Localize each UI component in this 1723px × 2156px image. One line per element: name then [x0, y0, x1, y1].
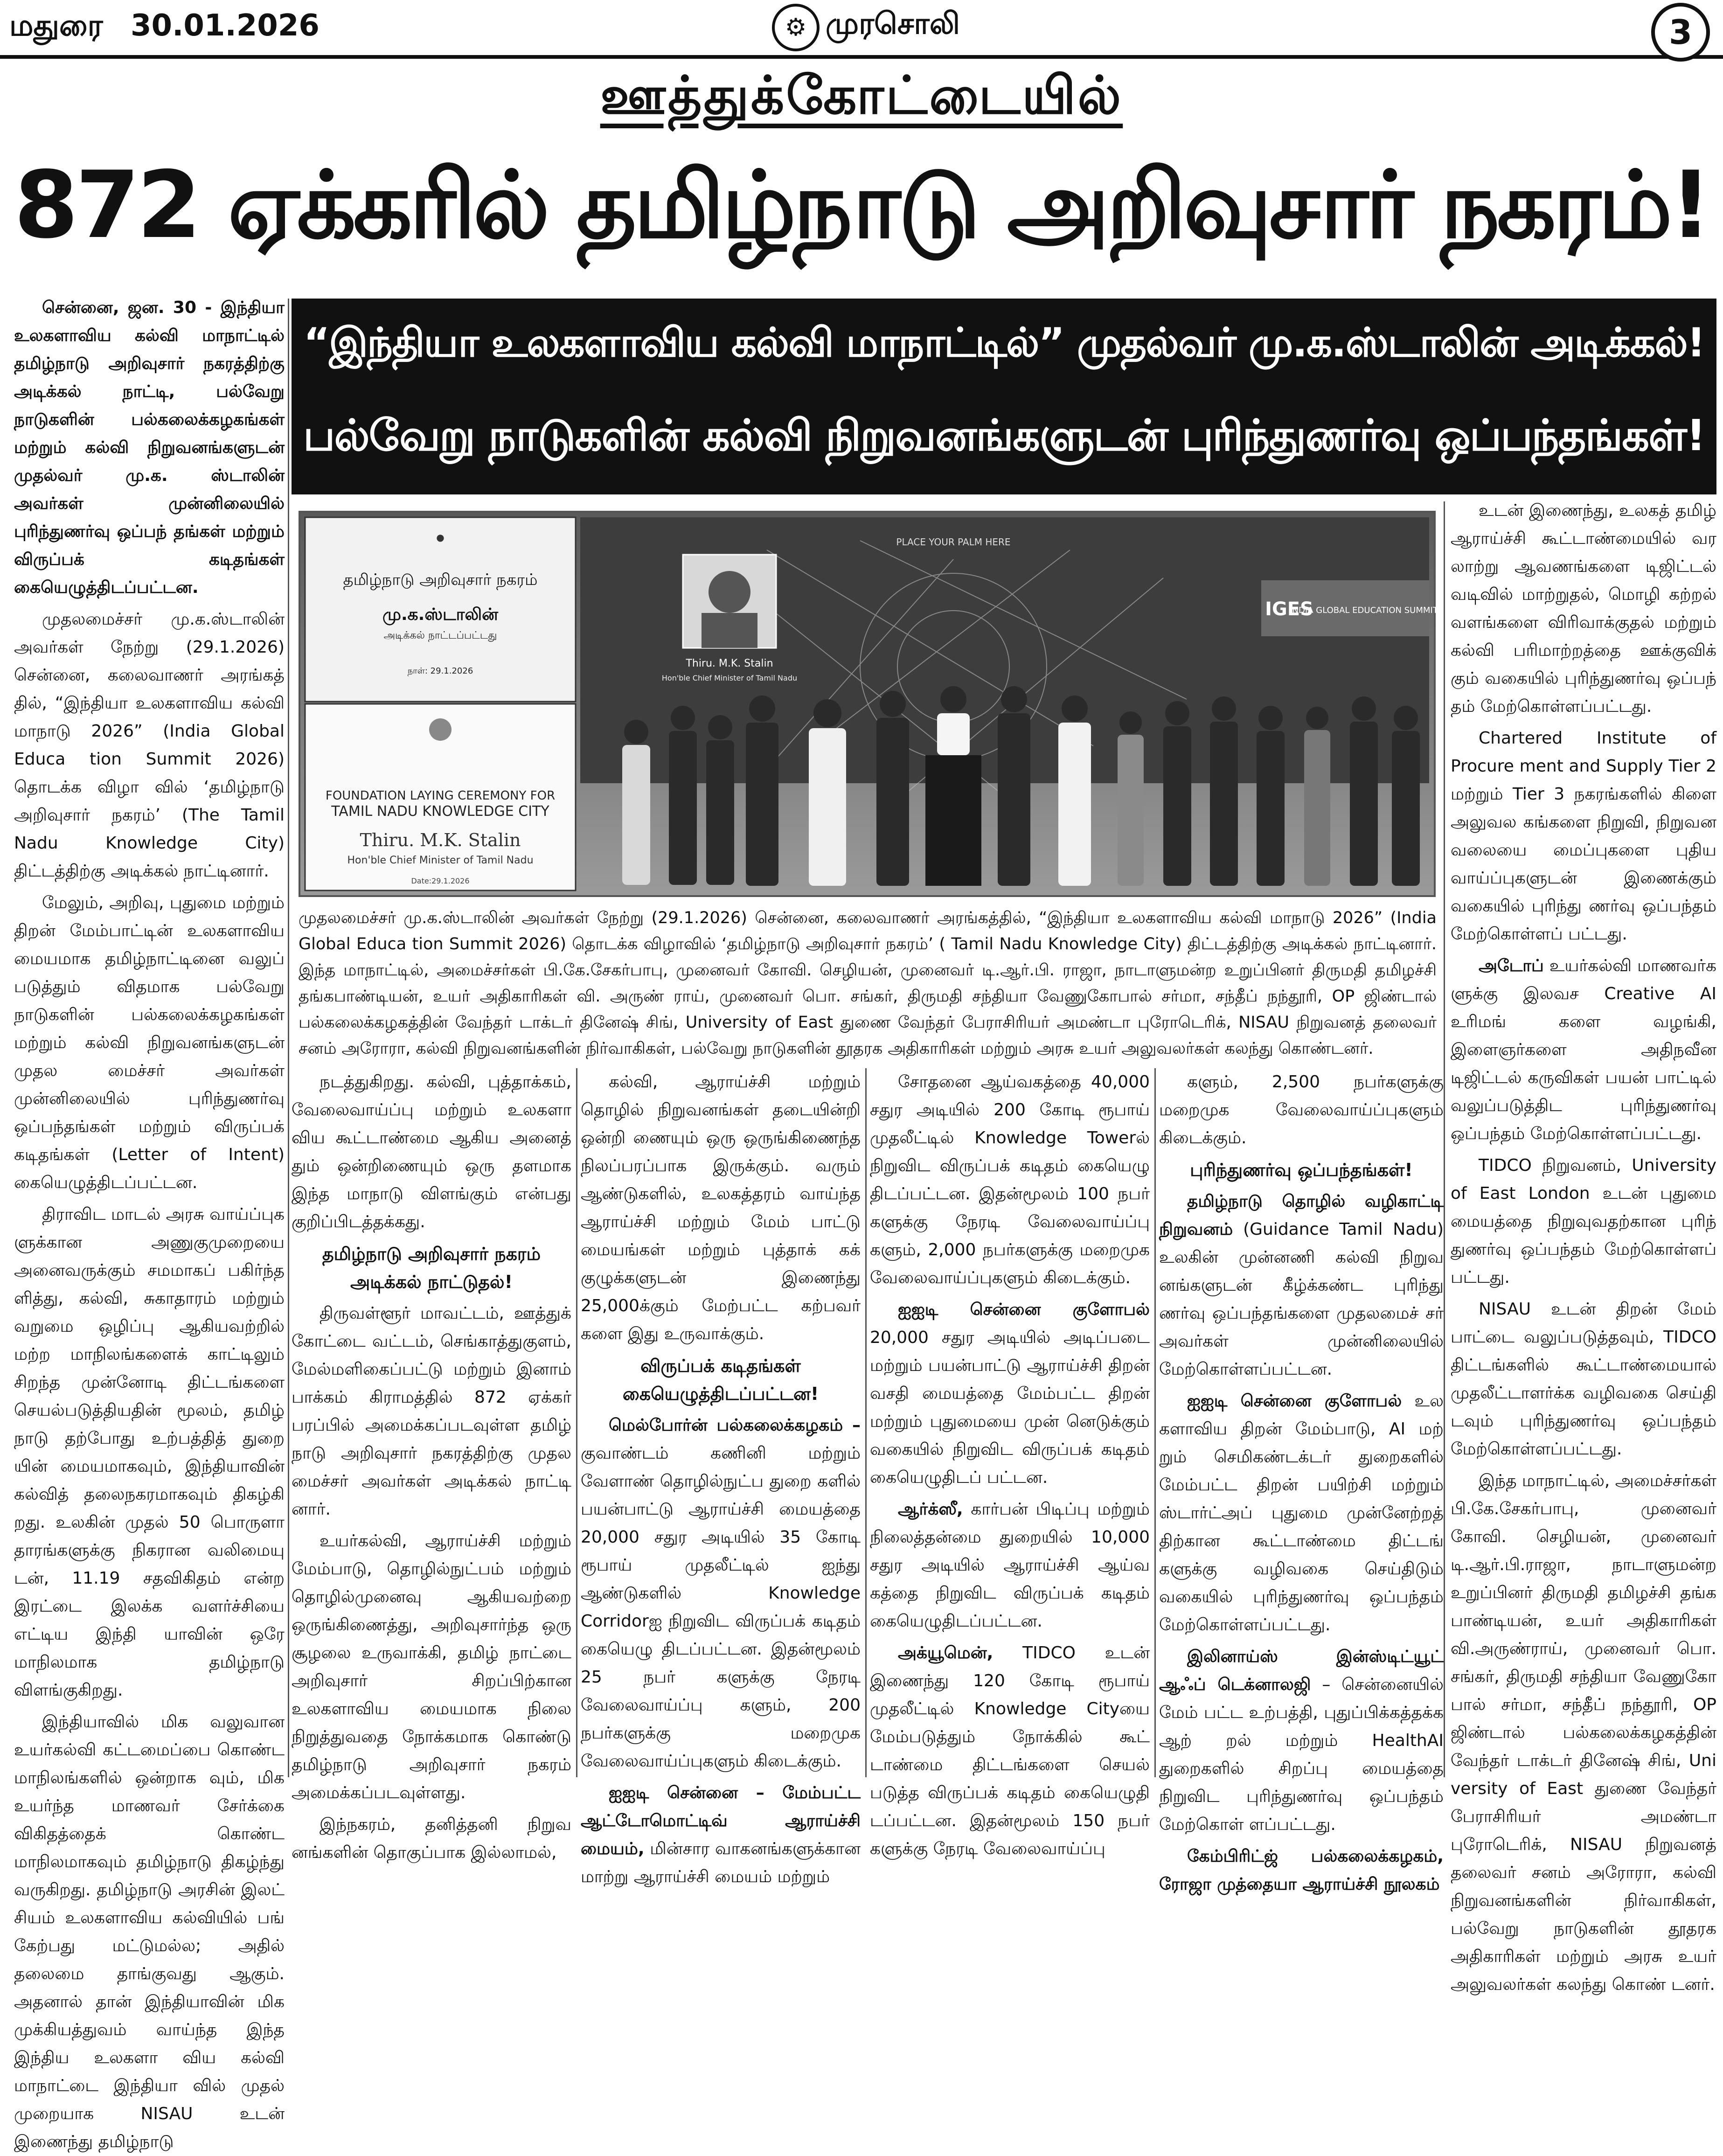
header-rule — [0, 55, 1723, 59]
event-photo — [299, 511, 1436, 897]
banner-line-2: பல்வேறு நாடுகளின் கல்வி நிறுவனங்களுடன் புரிந்துணர்வு ஒப்பந்தங்கள்! — [303, 410, 1705, 460]
paragraph: சோதனை ஆய்வகத்தை 40,000 சதுர அடியில் 200 கோடி ரூபாய் முதலீட்டில் Knowledge Towerல் நிறுவிட விருப்பக் கடிதம் கையெழு திடப்பட்டன. இதன்மூலம் 100 நபர் களுக்கு நேரடி வேலைவாய்ப்பு களும், 2,000 நபர்களுக்கு மறைமுக வேலைவாய்ப்புகளும் கிடைக்கும். — [870, 1072, 1150, 1287]
board-date: Date:29.1.2026 — [411, 876, 470, 885]
paragraph: மேலும், அறிவு, புதுமை மற்றும் திறன் மேம்பாட்டின் உலகளாவிய மையமாக தமிழ்நாட்டினை வலுப் படுத்தும் விதமாக பல்வேறு நாடுகளின் பல்கலைக்கழகங்கள் மற்றும் கல்வி நிறுவனங்களுடன் முதல மைச்சர் அவர்கள் முன்னிலையில் புரிந்துணர்வு ஒப்பந்தங்கள் மற்றும் விருப்பக் கடிதங்கள் (Letter of Intent) கையெழுத்திடப்பட்டன. — [14, 893, 285, 1192]
organisation-name: அடோப் — [1479, 956, 1544, 975]
lectern — [925, 755, 981, 886]
edition-date: 30.01.2026 — [131, 8, 320, 43]
plaque-name: மு.க.ஸ்டாலின் — [382, 605, 499, 624]
paragraph — [870, 1639, 1150, 1863]
paragraph — [1159, 1643, 1444, 1839]
screen-role: Hon'ble Chief Minister of Tamil Nadu — [661, 674, 798, 682]
board-line-1: FOUNDATION LAYING CEREMONY FOR — [325, 789, 556, 803]
paragraph — [1159, 1387, 1444, 1639]
paragraph: முதலமைச்சர் மு.க.ஸ்டாலின் அவர்கள் நேற்று (29.1.2026) சென்னை, கலைவாணர் அரங்கத் தில், “இந்தியா உலகளாவிய கல்வி மாநாடு 2026” (India Global Educa tion Summit 2026) தொடக்க விழா வில் ‘தமிழ்நாடு அறிவுசார் நகரம்’ (The Tamil Nadu Knowledge City) திட்டத்திற்கு அடிக்கல் நாட்டினார். — [14, 610, 285, 881]
subheadline-banner — [292, 299, 1716, 494]
paragraph: திருவள்ளூர் மாவட்டம், ஊத்துக் கோட்டை வட்டம், செங்காத்துகுளம், மேல்மளிகைப்பட்டு மற்றும் இனாம் பாக்கம் கிராமத்தில் 872 ஏக்கர் பரப்பில் அமைக்கப்படவுள்ள தமிழ் நாடு அறிவுசார் நகரத்திற்கு முதல மைச்சர் அவர்கள் அடிக்கல் நாட்டி னார். — [292, 1304, 571, 1519]
organisation-name: தமிழ்நாடு தொழில் வழிகாட்டி நிறுவனம் — [1159, 1192, 1444, 1239]
paragraph: இந்த மாநாட்டில், அமைச்சர்கள் பி.கே.சேகர்பாபு, முனைவர் கோவி. செழியன், முனைவர் டி.ஆர்.பி.ராஜா, நாடாளுமன்ற உறுப்பினர் திருமதி தமிழச்சி தங்க பாண்டியன், உயர் அதிகாரிகள் வி.அருண்ராய், முனைவர் பொ. சங்கர், திருமதி சந்தியா வேணுகோ பால் சர்மா, சந்தீப் நந்தூரி, OP ஜிண்டால் பல்கலைக்கழகத்தின் வேந்தர் டாக்டர் தினேஷ் சிங், Uni versity of East துணை வேந்தர் பேராசிரியர் அமண்டா புரோடெரிக், NISAU நிறுவனத் தலைவர் சனம் அரோரா, கல்வி நிறுவனங்களின் நிர்வாகிகள், பல்வேறு நாடுகளின் தூதரக அதிகாரிகள் மற்றும் அரசு உயர் அலுவலர்கள் கலந்து கொண் டனர். — [1451, 1471, 1716, 1994]
article-column-a — [292, 1068, 571, 1862]
organisation-name: மெல்போர்ன் பல்கலைக்கழகம் – — [609, 1416, 861, 1435]
paragraph-text: – சென்னையில் மேம் பட்ட உற்பத்தி, புதுப்பிக்கத்தக்க ஆற் றல் மற்றும் HealthAI துறைகளில் சிறப்பு மையத்தை நிறுவிட புரிந்துணர்வு ஒப்பந்தம் மேற்கொள் ளப்பட்டது. — [1159, 1675, 1444, 1834]
paragraph-text: குவாண்டம் கணினி மற்றும் வேளாண் தொழில்நுட்ப துறை களில் பயன்பாட்டு ஆராய்ச்சி மையத்தை 20,000 சதுர அடியில் 35 கோடி ரூபாய் முதலீட்டில் ஐந்து ஆண்டுகளில் Knowledge Corridorஐ நிறுவிட விருப்பக் கடிதம் கையெழு திடப்பட்டன. இதன்மூலம் 25 நபர் களுக்கு நேரடி வேலைவாய்ப்பு களும், 200 நபர்களுக்கு மறைமுக வேலைவாய்ப்புகளும் கிடைக்கும். — [581, 1444, 861, 1771]
paragraph — [581, 1412, 861, 1775]
board-name: Thiru. M.K. Stalin — [360, 830, 521, 850]
column-divider — [1444, 501, 1445, 1777]
paragraph: திராவிட மாடல் அரசு வாய்ப்புக ளுக்கான அணுகுமுறையை அனைவருக்கும் சமமாகப் பகிர்ந்த ளித்து, கல்வி, சுகாதாரம் மற்றும் வறுமை ஒழிப்பு ஆகியவற்றில் மற்ற மாநிலங்களைக் காட்டிலும் சிறந்த முன்னோடி திட்டங்களை செயல்படுத்தியதின் மூலம், தமிழ் நாடு தற்போது உற்பத்தித் துறை யின் மையமாகவும், இந்தியாவின் கல்வித் தலைநகரமாகவும் திகழ்கி றது. உலகின் முதல் 50 பொருளா தாரங்களுக்கு நிகரான வலிமையு டன், 11.19 சதவிகிதம் என்ற இரட்டை இலக்க வளர்ச்சியை எட்டிய இந்தி யாவின் ஒரே மாநிலமாக தமிழ்நாடு விளங்குகிறது. — [14, 1205, 285, 1700]
paragraph — [870, 1296, 1150, 1492]
paragraph — [1451, 952, 1716, 1148]
paragraph-text: 20,000 சதுர அடியில் அடிப்படை மற்றும் பயன்பாட்டு ஆராய்ச்சி திறன் வசதி மையத்தை மேம்பட்ட திறன் மற்றும் புதுமையை முன் னெடுக்கும் வகையில் நிறுவிட விருப்பக் கடிதம் கையெழுதிடப் பட்டன. — [870, 1328, 1150, 1487]
kicker-heading: ஊத்துக்கோட்டையில் — [600, 65, 1123, 126]
paragraph: இந்தியாவில் மிக வலுவான உயர்கல்வி கட்டமைப்பை கொண்ட மாநிலங்களில் ஒன்றாக வும், மிக உயர்ந்த மாணவர் சேர்க்கை விகிதத்தைக் கொண்ட மாநிலமாகவும் தமிழ்நாடு திகழ்ந்து வருகிறது. தமிழ்நாடு அரசின் இலட் சியம் உலகளாவிய கல்வியில் பங் கேற்பது மட்டுமல்ல; அதில் தலைமை தாங்குவது ஆகும். அதனால் தான் இந்தியாவின் மிக முக்கியத்துவம் வாய்ந்த இந்த இந்திய உலகளா விய கல்வி மாநாட்டை இந்தியா வில் முதல் முறையாக NISAU உடன் இணைந்து தமிழ்நாடு — [14, 1712, 285, 2151]
article-column-b — [581, 1068, 861, 1886]
board-line-2: TAMIL NADU KNOWLEDGE CITY — [331, 803, 549, 820]
organisation-name: ஐஐடி சென்னை குளோபல் — [1187, 1391, 1402, 1411]
paragraph: உயர்கல்வி, ஆராய்ச்சி மற்றும் மேம்பாடு, தொழில்நுட்பம் மற்றும் தொழில்முனைவு ஆகியவற்றை ஒருங்கிணைத்து, அறிவுசார்ந்த ஒரு சூழலை உருவாக்கி, தமிழ் நாட்டை அறிவுசார் சிறப்பிற்கான உலகளாவிய மையமாக நிலை நிறுத்துவதை நோக்கமாக கொண்டு தமிழ்நாடு அறிவுசார் நகரம் அமைக்கப்படவுள்ளது. — [292, 1531, 571, 1802]
edition-place: மதுரை — [9, 8, 103, 43]
article-column-d — [1159, 1068, 1444, 1894]
column-divider — [288, 299, 289, 1777]
paragraph — [870, 1495, 1150, 1635]
iges-logo: IGES — [1265, 598, 1313, 620]
organisation-name: ஆர்க்ஸீ, — [898, 1500, 963, 1519]
paragraph: களும், 2,500 நபர்களுக்கு மறைமுக வேலைவாய்ப்புகளும் கிடைக்கும். — [1159, 1072, 1444, 1148]
photo-caption: முதலமைச்சர் மு.க.ஸ்டாலின் அவர்கள் நேற்று (29.1.2026) சென்னை, கலைவாணர் அரங்கத்தில், “இந்தியா உலகளாவிய கல்வி மாநாடு 2026” (India Global Educa tion Summit 2026) தொடக்க விழாவில் ‘தமிழ்நாடு அறிவுசார் நகரம்’ ( Tamil Nadu Knowledge City) திட்டத்திற்கு அடிக்கல் நாட்டினார். இந்த மாநாட்டில், அமைச்சர்கள் பி.கே.சேகர்பாபு, முனைவர் கோவி. செழியன், முனைவர் டி.ஆர்.பி. ராஜா, நாடாளுமன்ற உறுப்பினர் திருமதி தமிழச்சி தங்கபாண்டியன், உயர் அதிகாரிகள் வி. அருண் ராய், முனைவர் பொ. சங்கர், திருமதி சந்தியா வேணுகோபால் சர்மா, சந்தீப் நந்தூரி, OP ஜிண்டால் பல்கலைக்கழகத்தின் வேந்தர் டாக்டர் தினேஷ் சிங், University of East துணை வேந்தர் பேராசிரியர் அமண்டா புரோடெரிக், NISAU நிறுவனத் தலைவர் சனம் அரோரா, கல்வி நிறுவனங்களின் நிர்வாகிகள், பல்வேறு நாடுகளின் தூதரக அதிகாரிகள் மற்றும் அரசு உயர் அலுவலர்கள் கலந்து கொண்டனர். — [299, 909, 1437, 1058]
event-photo-illustration — [300, 513, 1438, 895]
paragraph — [581, 1779, 861, 1891]
article-column-right — [1451, 497, 1716, 1994]
paragraph: நடத்துகிறது. கல்வி, புத்தாக்கம், வேலைவாய்ப்பு மற்றும் உலகளா விய கூட்டாண்மை ஆகிய அனைத் தும் ஒன்றிணையும் ஒரு தளமாக இந்த மாநாடு விளங்கும் என்பது குறிப்பிடத்தக்கது. — [292, 1072, 571, 1231]
paragraph-text: மின்சார வாகனங்களுக்கான மாற்று ஆராய்ச்சி மையம் மற்றும் — [581, 1839, 861, 1886]
article-column-c — [870, 1068, 1150, 1858]
column-divider — [576, 1068, 577, 1777]
section-subheading: தமிழ்நாடு அறிவுசார் நகரம் அடிக்கல் நாட்டுதல்! — [322, 1244, 541, 1292]
screen-name: Thiru. M.K. Stalin — [686, 658, 773, 669]
section-subheading: புரிந்துணர்வு ஒப்பந்தங்கள்! — [1190, 1160, 1413, 1180]
paragraph: இந்நகரம், தனித்தனி நிறுவ னங்களின் தொகுப்பாக இல்லாமல், — [292, 1815, 571, 1862]
paragraph: Chartered Institute of Procure ment and Supply Tier 2 மற்றும் Tier 3 நகரங்களில் கிளை அலுவல கங்களை நிறுவி, நிறுவன வலையை மைப்புகளை புதிய வாய்ப்புகளுடன் இணைக்கும் வகையில் புரிந்து ணர்வு ஒப்பந்தம் மேற்கொள்ளப் பட்டது. — [1451, 729, 1716, 944]
board-role: Hon'ble Chief Minister of Tamil Nadu — [347, 855, 534, 866]
iges-full-name: INDIA GLOBAL EDUCATION SUMMIT — [1290, 605, 1438, 615]
paragraph: TIDCO நிறுவனம், University of East London உடன் புதுமை மையத்தை நிறுவுவதற்கான புரிந் துணர்வு ஒப்பந்தம் மேற்கொள்ளப் பட்டது. — [1451, 1156, 1716, 1287]
paragraph: உடன் இணைந்து, உலகத் தமிழ் ஆராய்ச்சி கூட்டாண்மையில் வர லாற்று ஆவணங்களை டிஜிட்டல் வடிவில் மாற்றுதல், மொழி கற்றல் வளங்களை விரிவாக்குதல் மற்றும் கல்வி பரிமாற்றத்தை ஊக்குவிக் கும் வகையில் புரிந்துணர்வு ஒப்பந் தம் மேற்கொள்ளப்பட்டது. — [1451, 501, 1716, 716]
column-divider — [865, 1068, 867, 1777]
bull-logo-icon: ⚙ — [772, 4, 820, 51]
palm-prompt: PLACE YOUR PALM HERE — [896, 536, 1011, 548]
organisation-name: இலினாய்ஸ் இன்ஸ்டிட்யூட் ஆஃப் டெக்னாலஜி — [1159, 1647, 1444, 1694]
svg-text:●: ● — [436, 532, 445, 543]
lead-paragraph: சென்னை, ஜன. 30 - இந்தியா உலகளாவிய கல்வி மாநாட்டில் தமிழ்நாடு அறிவுசார் நகரத்திற்கு அடிக்கல் நாட்டி, பல்வேறு நாடுகளின் பல்கலைக்கழகங்கள் மற்றும் கல்வி நிறுவனங்களுடன் முதல்வர் மு.க. ஸ்டாலின் அவர்கள் முன்னிலையில் புரிந்துணர்வு ஒப்பந் தங்கள் மற்றும் விருப்பக் கடிதங்கள் கையெழுத்திடப்பட்டன. — [14, 298, 285, 597]
section-subheading: விருப்பக் கடிதங்கள் கையெழுத்திடப்பட்டன! — [622, 1356, 819, 1404]
organisation-name: ஐஐடி சென்னை குளோபல் — [898, 1300, 1150, 1319]
paragraph-text: உயர்கல்வி மாணவர்க ளுக்கு இலவச Creative AI உரிமங் களை வழங்கி, இளைஞர்களை அதிநவீன டிஜிட்டல் கருவிகள் பயன் பாட்டில் வலுப்படுத்திட புரிந்துணர்வு ஒப்பந்தம் மேற்கொள்ளப்பட்டது. — [1451, 956, 1716, 1143]
plaque-date: நாள்: 29.1.2026 — [407, 666, 473, 676]
organisation-name: ஐஐடி சென்னை – மேம்பட்ட ஆட்டோமொட்டிவ் ஆராய்ச்சி மையம், — [581, 1783, 861, 1858]
plaque-title: தமிழ்நாடு அறிவுசார் நகரம் — [343, 570, 538, 589]
paragraph: கல்வி, ஆராய்ச்சி மற்றும் தொழில் நிறுவனங்கள் தடையின்றி ஒன்றி ணையும் ஒரு ஒருங்கிணைந்த நிலப்பரப்பாக இருக்கும். வரும் ஆண்டுகளில், உலகத்தரம் வாய்ந்த ஆராய்ச்சி மற்றும் மேம் பாட்டு மையங்கள் மற்றும் புத்தாக் கக் குழுக்களுடன் இணைந்து 25,000க்கும் மேற்பட்ட கற்பவர் களை இது உருவாக்கும். — [581, 1072, 861, 1343]
paragraph-text: TIDCO உடன் இணைந்து 120 கோடி ரூபாய் முதலீட்டில் Knowledge Cityயை மேம்படுத்தும் நோக்கில் கூட் டாண்மை திட்டங்களை செயல் படுத்த விருப்பக் கடிதம் கையெழுதி டப்பட்டன. இதன்மூலம் 150 நபர் களுக்கு நேரடி வேலைவாய்ப்பு — [870, 1643, 1150, 1858]
paragraph: கேம்பிரிட்ஜ் பல்கலைக்கழகம், ரோஜா முத்தையா ஆராய்ச்சி நூலகம் — [1159, 1847, 1444, 1894]
banner-line-1: “இந்தியா உலகளாவிய கல்வி மாநாட்டில்” முதல்வர் மு.க.ஸ்டாலின் அடிக்கல்! — [303, 320, 1705, 366]
paragraph — [1159, 1188, 1444, 1384]
main-headline: 872 ஏக்கரில் தமிழ்நாடு அறிவுசார் நகரம்! — [14, 151, 1709, 259]
paragraph-text: உல களாவிய திறன் மேம்பாடு, AI மற் றும் செமிகண்டக்டர் துறைகளில் மேம்பட்ட திறன் பயிற்சி மற்றும் ஸ்டார்ட்அப் புதுமை முன்னேற்றத் திற்கான கூட்டாண்மை திட்டங் களுக்கு வழிவகை செய்திடும் வகையில் புரிந்துணர்வு ஒப்பந்தம் மேற்கொள்ளப்பட்டது. — [1159, 1391, 1444, 1634]
newspaper-name: முரசொலி — [826, 7, 960, 41]
plaque-line: அடிக்கல் நாட்டப்பட்டது — [383, 630, 497, 641]
paragraph-text: கார்பன் பிடிப்பு மற்றும் நிலைத்தன்மை துறையில் 10,000 சதுர அடியில் ஆராய்ச்சி ஆய்வ கத்தை நிறுவிட விருப்பக் கடிதம் கையெழுதிடப்பட்டன. — [870, 1500, 1150, 1631]
page-number: 3 — [1651, 3, 1710, 62]
paragraph-text: (Guidance Tamil Nadu) உலகின் முன்னணி கல்வி நிறுவ னங்களுடன் கீழ்க்கண்ட புரிந்து ணர்வு ஒப்பந்தங்களை முதலமைச் சர் அவர்கள் முன்னிலையில் மேற்கொள்ளப்பட்டன. — [1159, 1220, 1444, 1379]
paragraph: NISAU உடன் திறன் மேம் பாட்டை வலுப்படுத்தவும், TIDCO திட்டங்களில் கூட்டாண்மையால் முதலீட்டாளர்க்க வழிவகை செய்தி டவும் புரிந்துணர்வு ஒப்பந்தம் மேற்கொள்ளப்பட்டது. — [1451, 1300, 1716, 1459]
article-column-left — [14, 294, 285, 2151]
column-divider — [1154, 1068, 1156, 1777]
organisation-name: அக்யூமென், — [898, 1643, 994, 1662]
